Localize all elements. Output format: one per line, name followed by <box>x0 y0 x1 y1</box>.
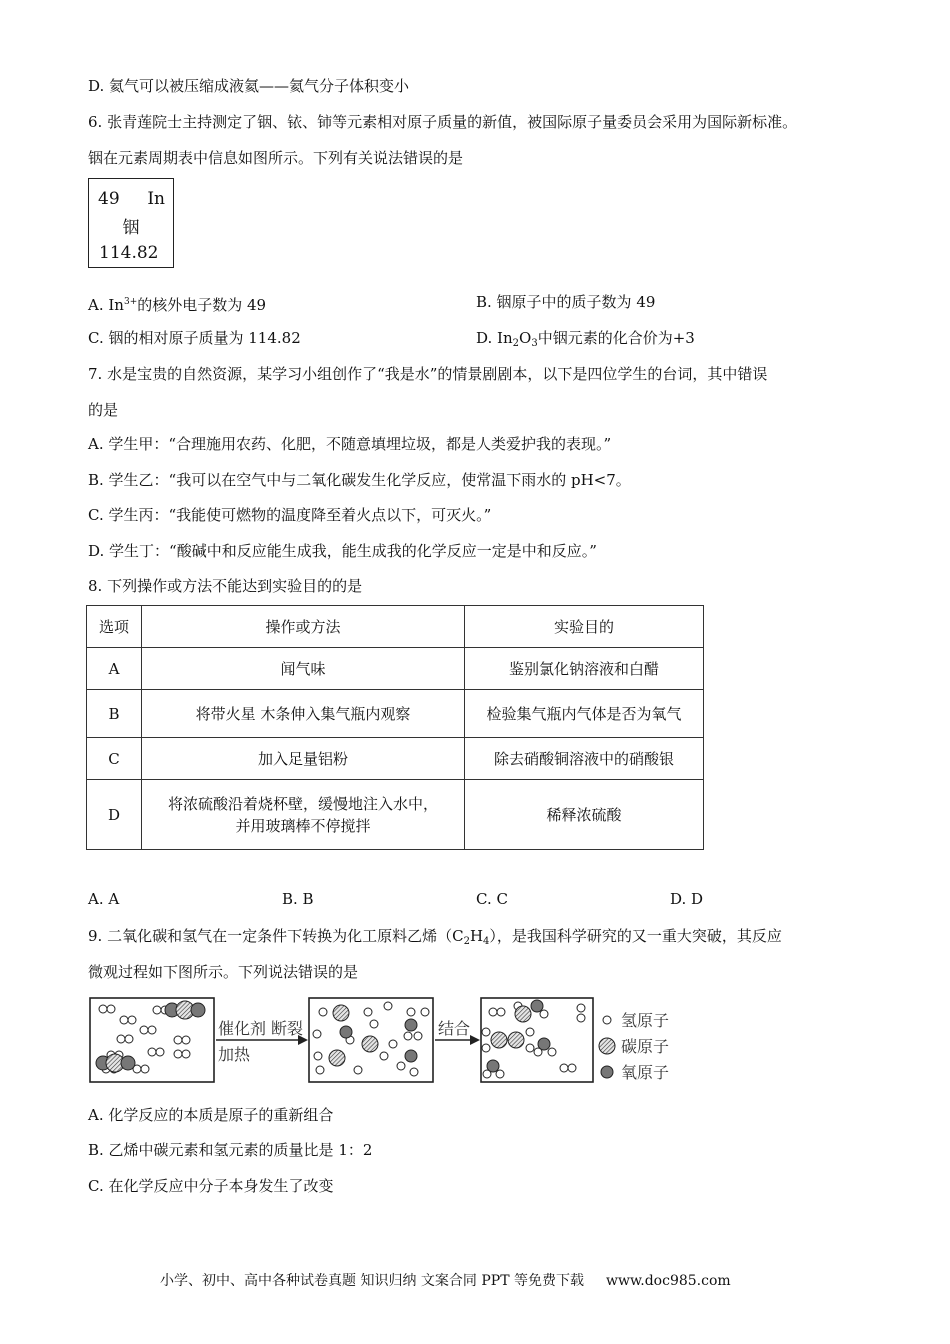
table-row: A 闻气味 鉴别氯化钠溶液和白醋 <box>87 648 704 690</box>
q9-option-c: C. 在化学反应中分子本身发生了改变 <box>88 1177 334 1195</box>
q8-stem: 8. 下列操作或方法不能达到实验目的的是 <box>88 577 363 595</box>
arrow-1-label-right: 断裂 <box>271 1019 304 1038</box>
header-method: 操作或方法 <box>142 606 465 648</box>
arrow-1-label-top: 催化剂 <box>218 1019 267 1038</box>
table-row: C 加入足量铝粉 除去硝酸铜溶液中的硝酸银 <box>87 738 704 780</box>
q6-option-b: B. 铟原子中的质子数为 49 <box>476 293 656 311</box>
q7-option-b: B. 学生乙：“我可以在空气中与二氧化碳发生化学反应，使常温下雨水的 pH<7。 <box>88 471 631 489</box>
q9-option-a: A. 化学反应的本质是原子的重新组合 <box>88 1106 334 1124</box>
q9-option-b: B. 乙烯中碳元素和氢元素的质量比是 1：2 <box>88 1141 373 1159</box>
header-purpose: 实验目的 <box>465 606 704 648</box>
q9-stem-line-2: 微观过程如下图所示。下列说法错误的是 <box>88 963 359 981</box>
legend-oxygen: 氧原子 <box>621 1063 670 1082</box>
arrow-1-label-bottom: 加热 <box>218 1045 251 1064</box>
atomic-number: 49 <box>98 189 120 209</box>
q6-option-d: D. $In_2O_3$中铟元素的化合价为+3 <box>476 329 695 349</box>
table-row: B 将带火星 木条伸入集气瓶内观察 检验集气瓶内气体是否为氧气 <box>87 690 704 738</box>
q9-stem-line-1: 9. 二氧化碳和氢气在一定条件下转换为化工原料乙烯$(C_2H_4)$，是我国科学研究的又一重大突破，其反应 <box>88 927 782 947</box>
diagram-legend <box>599 1016 615 1078</box>
q7-option-d: D. 学生丁：“酸碱中和反应能生成我，能生成我的化学反应一定是中和反应。” <box>88 542 597 560</box>
oxygen-atom-icon <box>601 1066 613 1078</box>
q7-stem-line-1: 7. 水是宝贵的自然资源，某学习小组创作了“我是水”的情景剧剧本，以下是四位学生的台词，其中错误 <box>88 365 768 383</box>
footer-text: 小学、初中、高中各种试卷真题 知识归纳 文案合同 PPT 等免费下载 <box>160 1273 584 1289</box>
q7-option-c: C. 学生丙：“我能使可燃物的温度降至着火点以下，可灭火。” <box>88 506 492 524</box>
reactant-molecules <box>96 1001 205 1073</box>
carbon-atom-icon <box>599 1038 615 1054</box>
q6-option-c: C. 铟的相对原子质量为 114.82 <box>88 329 301 347</box>
q6-stem-line-1: 6. 张青莲院士主持测定了铟、铱、铈等元素相对原子质量的新值，被国际原子量委员会采用为国际新标准。 <box>88 113 798 131</box>
separated-atoms <box>313 1002 429 1076</box>
q5-option-d: D. 氦气可以被压缩成液氦——氦气分子体积变小 <box>88 77 410 95</box>
q7-option-a: A. 学生甲：“合理施用农药、化肥，不随意填埋垃圾，都是人类爱护我的表现。” <box>88 435 612 453</box>
element-symbol: In <box>147 189 165 209</box>
q8-choice-d: D. D <box>670 890 704 908</box>
table-row: D 将浓硫酸沿着烧杯壁，缓慢地注入水中， 并用玻璃棒不停搅拌 稀释浓硫酸 <box>87 780 704 850</box>
page-footer <box>160 1270 731 1290</box>
product-molecules <box>482 1000 585 1078</box>
q7-stem-line-2: 的是 <box>88 401 119 419</box>
q8-choice-a: A. A <box>88 890 120 908</box>
header-option: 选项 <box>87 606 142 648</box>
q6-stem-line-2: 铟在元素周期表中信息如图所示。下列有关说法错误的是 <box>88 149 464 167</box>
legend-hydrogen: 氢原子 <box>621 1011 670 1030</box>
footer-url[interactable]: www.doc985.com <box>605 1273 731 1289</box>
arrow-2-label: 结合 <box>438 1019 471 1038</box>
q8-experiment-table <box>86 605 704 850</box>
hydrogen-atom-icon <box>603 1016 611 1024</box>
q6-option-a: A. $In^{3+}$的核外电子数为 49 <box>88 296 267 314</box>
q8-choice-c: C. C <box>476 890 508 908</box>
q8-choice-b: B. B <box>282 890 314 908</box>
legend-carbon: 碳原子 <box>621 1037 670 1056</box>
reaction-micro-diagram <box>88 994 688 1086</box>
element-name: 铟 <box>122 218 140 238</box>
table-header-row <box>87 606 704 648</box>
element-card-indium <box>88 178 174 268</box>
atomic-mass: 114.82 <box>99 243 159 263</box>
